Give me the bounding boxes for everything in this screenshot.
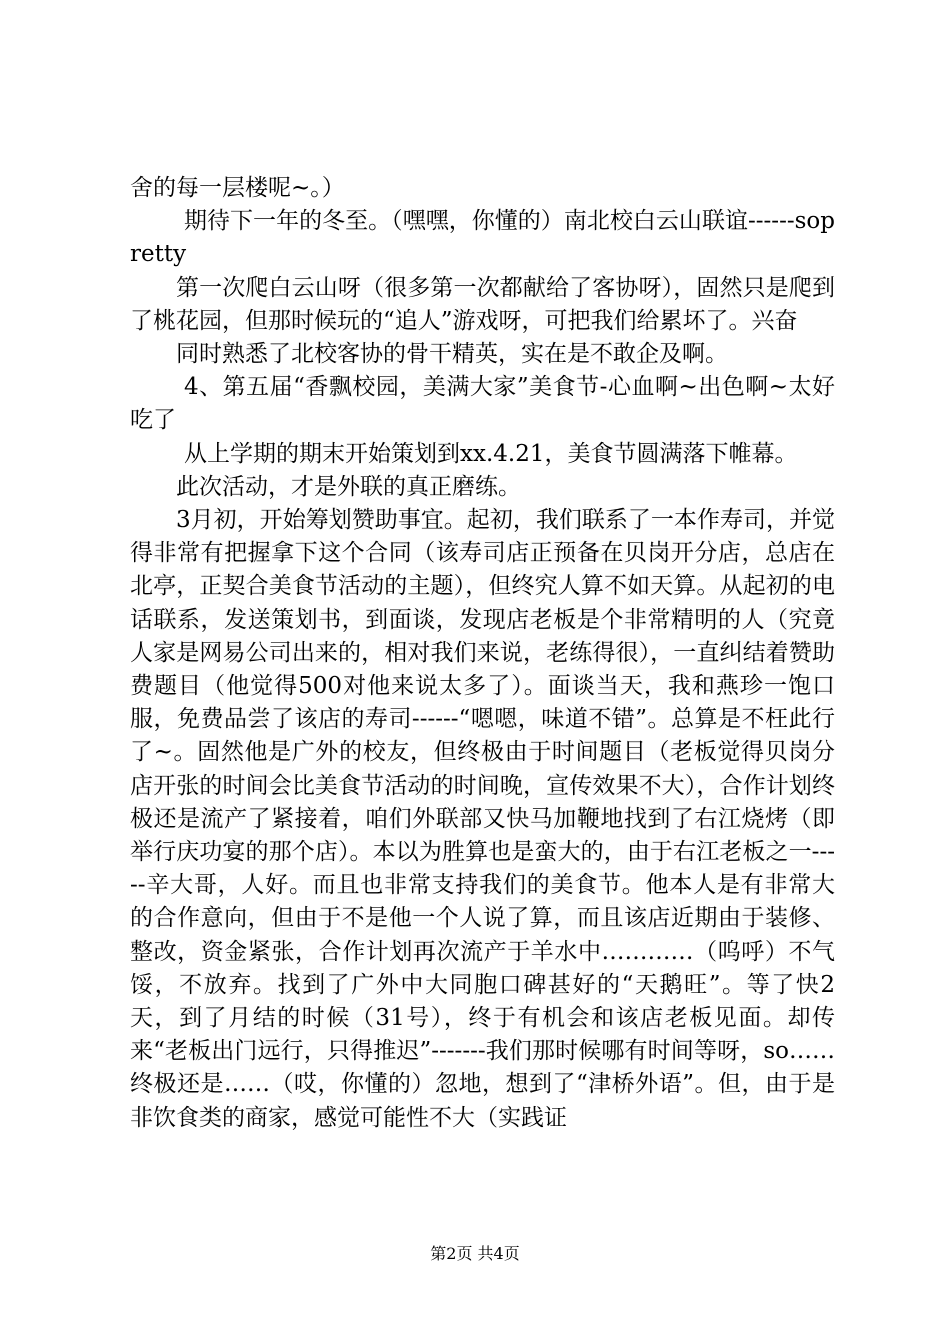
page-number-footer: 第2页 共4页	[430, 1244, 520, 1263]
paragraph-3: 第一次爬白云山呀（很多第一次都献给了客协呀），固然只是爬到了桃花园，但那时候玩的“追人”游戏呀，可把我们给累坏了。兴奋	[130, 274, 835, 334]
paragraph-4: 同时熟悉了北校客协的骨干精英，实在是不敢企及啊。	[176, 341, 728, 368]
paragraph-2: 期待下一年的冬至。（嘿嘿，你懂的）南北校白云山联谊------sopretty	[130, 208, 835, 268]
paragraph-8: 3月初，开始筹划赞助事宜。起初，我们联系了一本作寿司，并觉得非常有把握拿下这个合同（该寿司店正预备在贝岗开分店，总店在北亭，正契合美食节活动的主题），但终究人算不如天算。从起初的电话联系，发送策划书，到面谈，发现店老板是个非常精明的人（究竟人家是网易公司出来的，相对我们来说，老练得很），一直纠结着赞助费题目（他觉得500对他来说太多了）。面谈当天，我和燕珍一饱口服，免费品尝了该店的寿司------“嗯嗯，味道不错”。总算是不枉此行了~。固然他是广外的校友，但终极由于时间题目（老板觉得贝岗分店开张的时间会比美食节活动的时间晚，宣传效果不大），合作计划终极还是流产了紧接着，咱们外联部又快马加鞭地找到了右江烧烤（即举行庆功宴的那个店）。本以为胜算也是蛮大的，由于右江老板之一-----辛大哥，人好。而且也非常支持我们的美食节。他本人是有非常大的合作意向，但由于不是他一个人说了算，而且该店近期由于装修、整改，资金紧张，合作计划再次流产于羊水中…………（呜呼）不气馁，不放弃。找到了广外中大同胞口碑甚好的“天鹅旺”。等了快2天，到了月结的时候（31号），终于有机会和该店老板见面。却传来“老板出门远行，只得推迟”-------我们那时候哪有时间等呀，so……终极还是……（哎，你懂的）忽地，想到了“津桥外语”。但，由于是非饮食类的商家，感觉可能性不大（实践证	[130, 507, 835, 1131]
paragraph-5: 4、第五届“香飘校园，美满大家”美食节-心血啊~出色啊~太好吃了	[130, 374, 835, 434]
paragraph-7: 此次活动，才是外联的真正磨练。	[176, 473, 521, 500]
document-body	[130, 172, 835, 1135]
paragraph-1: 舍的每一层楼呢~。）	[130, 175, 345, 201]
paragraph-6: 从上学期的期末开始策划到xx.4.21，美食节圆满落下帷幕。	[184, 440, 798, 467]
